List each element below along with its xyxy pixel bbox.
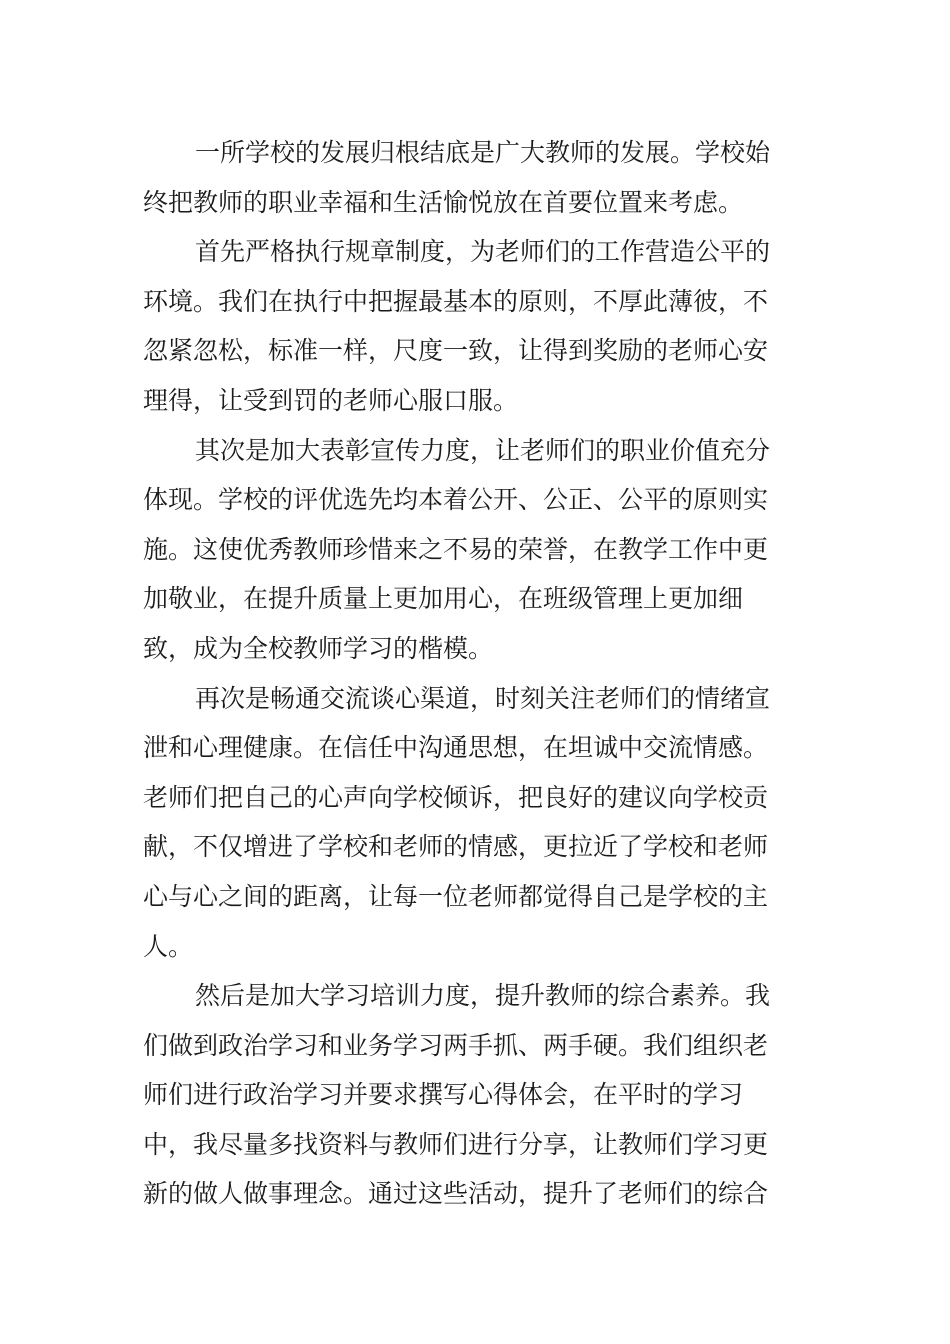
paragraph-line: 体现。学校的评优选先均本着公开、公正、公平的原则实 xyxy=(143,485,769,515)
paragraph-line: 致，成为全校教师学习的楷模。 xyxy=(143,633,494,663)
paragraph-line: 加敬业，在提升质量上更加用心，在班级管理上更加细 xyxy=(143,584,744,614)
paragraph-1 xyxy=(143,128,788,227)
paragraph-line: 其次是加大表彰宣传力度，让老师们的职业价值充分 xyxy=(195,435,771,465)
paragraph-line: 人。 xyxy=(143,931,194,961)
paragraph-line: 中，我尽量多找资料与教师们进行分享，让教师们学习更 xyxy=(143,1129,769,1159)
paragraph-line: 然后是加大学习培训力度，提升教师的综合素养。我 xyxy=(195,981,771,1011)
paragraph-5 xyxy=(143,971,788,1219)
paragraph-line: 环境。我们在执行中把握最基本的原则，不厚此薄彼，不 xyxy=(143,286,769,316)
paragraph-line: 终把教师的职业幸福和生活愉悦放在首要位置来考虑。 xyxy=(143,187,744,217)
paragraph-line: 施。这使优秀教师珍惜来之不易的荣誉，在教学工作中更 xyxy=(143,534,769,564)
paragraph-4 xyxy=(143,674,788,972)
paragraph-line: 再次是畅通交流谈心渠道，时刻关注老师们的情绪宣 xyxy=(195,683,771,713)
paragraph-line: 新的做人做事理念。通过这些活动，提升了老师们的综合 xyxy=(143,1179,769,1209)
paragraph-line: 献，不仅增进了学校和老师的情感，更拉近了学校和老师 xyxy=(143,832,769,862)
paragraph-line: 老师们把自己的心声向学校倾诉，把良好的建议向学校贡 xyxy=(143,782,769,812)
paragraph-line: 心与心之间的距离，让每一位老师都觉得自己是学校的主 xyxy=(143,881,769,911)
paragraph-line: 师们进行政治学习并要求撰写心得体会，在平时的学习 xyxy=(143,1080,744,1110)
paragraph-2 xyxy=(143,227,788,425)
paragraph-line: 们做到政治学习和业务学习两手抓、两手硬。我们组织老 xyxy=(143,1030,769,1060)
paragraph-line: 首先严格执行规章制度，为老师们的工作营造公平的 xyxy=(195,237,771,267)
paragraph-line: 泄和心理健康。在信任中沟通思想，在坦诚中交流情感。 xyxy=(143,733,769,763)
paragraph-line: 理得，让受到罚的老师心服口服。 xyxy=(143,385,519,415)
paragraph-line: 忽紧忽松，标准一样，尺度一致，让得到奖励的老师心安 xyxy=(143,336,769,366)
paragraph-3 xyxy=(143,426,788,674)
paragraph-line: 一所学校的发展归根结底是广大教师的发展。学校始 xyxy=(195,138,771,167)
document-body xyxy=(143,128,788,1219)
